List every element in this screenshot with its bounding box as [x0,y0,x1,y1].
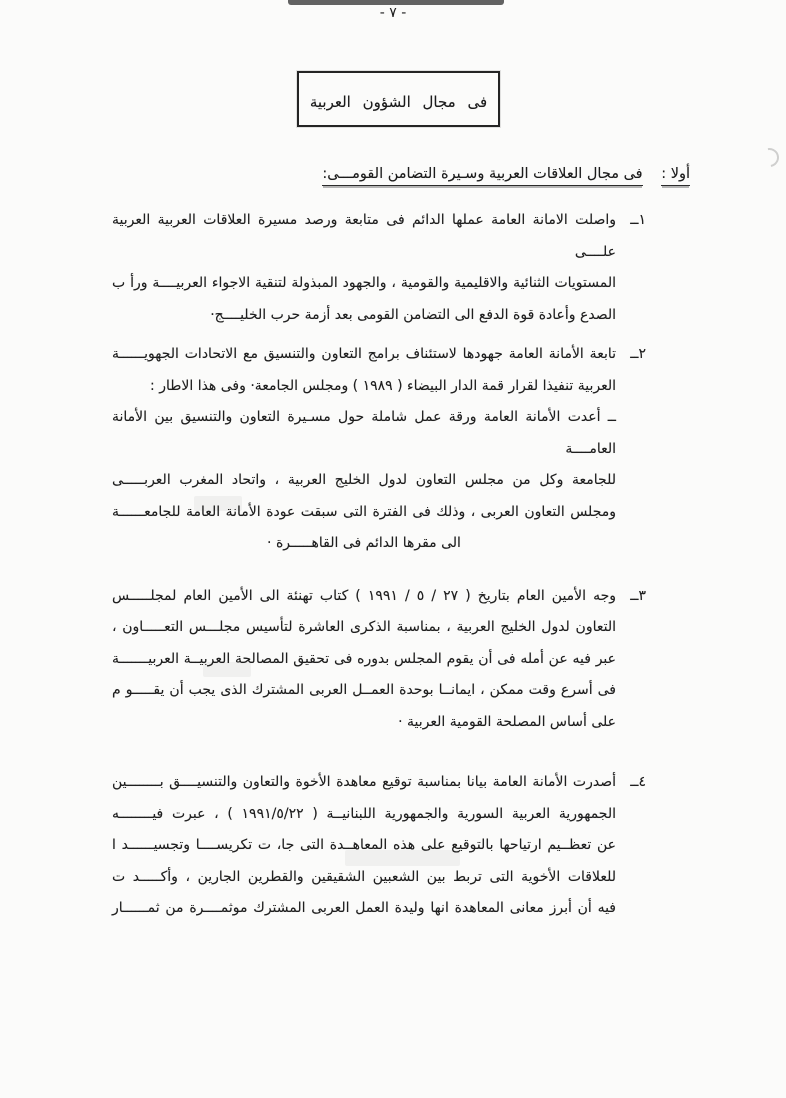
text-line: الصدع وأعادة قوة الدفع الى التضامن القومى بعد أزمة حرب الخليــــج· [210,306,616,323]
text-line: للعلاقات الأخوية التى تربط بين الشعبين الشقيقين والقطرين الجارين ، وأكـــــد ت [112,868,616,885]
text-line: عبر فيه عن أمله فى أن يقوم المجلس بدوره فى تحقيق المصالحة العربيــة العربيـــــــة [112,650,616,667]
paragraph-number: ٤ــ [630,774,646,790]
text-line: واصلت الامانة العامة عملها الدائم فى متابعة ورصد مسيرة العلاقات العربية العربية علــــى [112,212,616,260]
paragraph-lines [112,767,616,925]
text-line: المستويات الثنائية والاقليمية والقومية ، والجهود المبذولة لتنقية الاجواء العربيــــة ورأ ب [112,275,616,291]
paragraph [112,339,646,560]
scan-artifact [756,144,782,170]
text-line: تابعة الأمانة العامة جهودها لاستئناف برامج التعاون والتنسيق مع الاتحادات الجهويــــــة [112,346,616,362]
paragraph-lines [112,205,616,331]
paragraph-number: ١ــ [630,212,646,228]
text-line: على أساس المصلحة القومية العربية · [398,713,616,730]
paragraph-lines [112,339,616,560]
document-body [112,205,646,925]
paragraph [112,581,646,739]
paragraph-lines [112,581,616,739]
text-line: للجامعة وكل من مجلس التعاون لدول الخليج العربية ، واتحاد المغرب العربـــــى [112,472,616,488]
section-title-box [297,71,500,127]
text-line: فى أسرع وقت ممكن ، ايمانــا بوحدة العمــل العربى المشترك الذى يجب أن يقـــــو م [112,682,616,698]
paragraph [112,767,646,925]
heading-title: فى مجال العلاقات العربية وسـيرة التضامن القومـــى: [322,166,642,186]
section-title: فى مجال الشؤون العربية [309,93,488,111]
page-number: - ٧ - [379,5,407,21]
text-line: فيه أن أبرز معانى المعاهدة انها وليدة العمل العربى المشترك موثمــــرة من ثمــــــار [112,900,616,916]
section-heading [322,166,690,186]
text-line: عن تعظــيم ارتياحها بالتوقيع على هذه المعاهــدة التى جا، ت تكريســــا وتجسيــــــد ا [112,837,616,853]
text-line: التعاون لدول الخليج العربية ، بمناسبة الذكرى العاشرة لتأسيس مجلـــس التعـــــاون ، [112,619,616,635]
paragraph-number: ٢ــ [630,346,646,362]
paragraph-number: ٣ــ [630,587,646,604]
text-line: أصدرت الأمانة العامة بيانا بمناسبة توقيع معاهدة الأخوة والتعاون والتنسيــــق بــــــــين [112,774,616,790]
text-line: الى مقرها الدائم فى القاهـــــرة · [267,535,461,551]
text-line: ومجلس التعاون العربى ، وذلك فى الفترة التى سبقت عودة الأمانة العامة للجامعــــــة [112,503,616,520]
text-line: وجه الأمين العام بتاريخ ( ٢٧ / ٥ / ١٩٩١ ) كتاب تهنئة الى الأمين العام لمجلـــــس [112,587,617,604]
paragraph [112,205,646,331]
text-line: ــ أعدت الأمانة العامة ورقة عمل شاملة حول مسـيرة التعاون والتنسيق بين الأمانة العامــــة [112,409,616,457]
text-line: العربية تنفيذا لقرار قمة الدار البيضاء ( ١٩٨٩ ) ومجلس الجامعة· وفى هذا الاطار : [150,377,616,394]
heading-label: أولا : [661,166,690,186]
text-line: الجمهورية العربية السورية والجمهورية اللبنانيــة ( ١٩٩١/٥/٢٢ ) ، عبرت فيــــــــه [112,805,616,822]
